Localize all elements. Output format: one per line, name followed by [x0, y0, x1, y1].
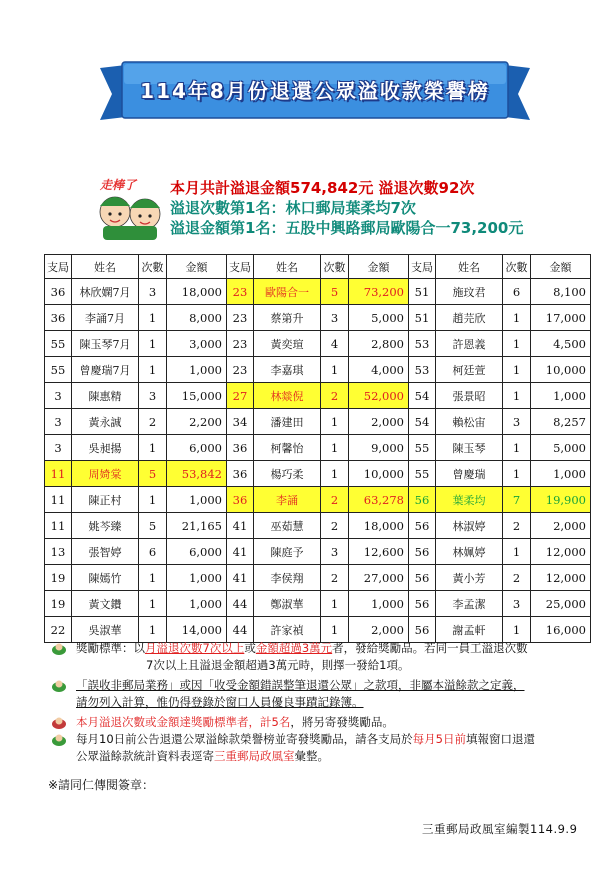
branch-cell: 34	[227, 409, 254, 435]
amount-cell: 27,000	[349, 565, 409, 591]
table-header-row	[45, 255, 591, 279]
table-row	[45, 591, 591, 617]
amount-cell: 5,000	[349, 305, 409, 331]
amount-cell: 1,000	[349, 591, 409, 617]
note4-c: 填報窗口退還	[465, 732, 535, 746]
name-cell: 陳玉琴	[436, 435, 503, 461]
amount-cell: 3,000	[167, 331, 227, 357]
branch-cell: 44	[227, 591, 254, 617]
note1-d: 金額超過3萬元	[255, 641, 333, 655]
amount-cell: 2,000	[531, 513, 591, 539]
table-row	[45, 331, 591, 357]
branch-cell: 55	[45, 357, 72, 383]
branch-cell: 55	[409, 435, 436, 461]
note4-a: 每月10日前公告退還公眾溢餘款榮譽榜並寄發獎勵品，請各支局於	[76, 732, 413, 746]
name-cell: 姚芩臻	[72, 513, 139, 539]
name-cell: 巫茹慧	[254, 513, 321, 539]
honor-roll-table	[44, 254, 591, 643]
amount-cell: 2,800	[349, 331, 409, 357]
name-cell: 施玟君	[436, 279, 503, 305]
name-cell: 葉柔均	[436, 487, 503, 513]
table-row	[45, 565, 591, 591]
note1-f: 7次以上且溢退金額超過3萬元時，則擇一發給1項。	[146, 658, 410, 672]
name-cell: 陳正村	[72, 487, 139, 513]
name-cell: 鄭淑華	[254, 591, 321, 617]
amount-cell: 1,000	[167, 565, 227, 591]
count-cell: 1	[139, 591, 167, 617]
count-cell: 1	[139, 565, 167, 591]
amount-cell: 10,000	[531, 357, 591, 383]
branch-cell: 41	[227, 513, 254, 539]
branch-cell: 56	[409, 513, 436, 539]
note3-b: ，將另寄發獎勵品。	[290, 715, 394, 729]
column-header: 次數	[139, 255, 167, 279]
branch-cell: 56	[409, 487, 436, 513]
name-cell: 吳昶揚	[72, 435, 139, 461]
branch-cell: 36	[227, 461, 254, 487]
branch-cell: 36	[227, 487, 254, 513]
branch-cell: 11	[45, 513, 72, 539]
branch-cell: 53	[409, 357, 436, 383]
count-cell: 1	[139, 357, 167, 383]
amount-cell: 1,000	[531, 461, 591, 487]
name-cell: 謝孟軒	[436, 617, 503, 643]
name-cell: 趙芫欣	[436, 305, 503, 331]
table-row	[45, 409, 591, 435]
amount-cell: 14,000	[167, 617, 227, 643]
branch-cell: 23	[227, 279, 254, 305]
note4-f: 彙整。	[294, 749, 329, 763]
column-header: 姓名	[436, 255, 503, 279]
count-cell: 5	[139, 513, 167, 539]
amount-cell: 1,000	[167, 591, 227, 617]
amount-cell: 5,000	[531, 435, 591, 461]
name-cell: 許恩義	[436, 331, 503, 357]
name-cell: 陳嫣竹	[72, 565, 139, 591]
amount-cell: 16,000	[531, 617, 591, 643]
count-cell: 6	[503, 279, 531, 305]
table-row	[45, 383, 591, 409]
branch-cell: 54	[409, 383, 436, 409]
summary-top-amount: 溢退金額第1名：五股中興路郵局歐陽合一73,200元	[170, 219, 524, 237]
count-cell: 1	[321, 357, 349, 383]
branch-cell: 54	[409, 409, 436, 435]
amount-cell: 12,000	[531, 539, 591, 565]
summary-total: 本月共計溢退金額574,842元 溢退次數92次	[170, 179, 475, 197]
table-row	[45, 513, 591, 539]
count-cell: 2	[321, 487, 349, 513]
count-cell: 1	[503, 461, 531, 487]
note-exclusion	[48, 677, 598, 711]
column-header: 金額	[531, 255, 591, 279]
count-cell: 6	[139, 539, 167, 565]
branch-cell: 23	[227, 357, 254, 383]
count-cell: 1	[321, 435, 349, 461]
count-cell: 3	[503, 591, 531, 617]
amount-cell: 6,000	[167, 435, 227, 461]
amount-cell: 73,200	[349, 279, 409, 305]
sign-note: ※請同仁傳閱簽章：	[48, 778, 155, 792]
count-cell: 2	[139, 409, 167, 435]
note-reward-standard	[48, 640, 598, 674]
summary-block	[170, 178, 523, 238]
amount-cell: 1,000	[167, 357, 227, 383]
name-cell: 李侯翔	[254, 565, 321, 591]
page-title: 114年8月份退還公眾溢收款榮譽榜	[140, 79, 490, 103]
amount-cell: 2,000	[349, 617, 409, 643]
note4-b: 每月5日前	[412, 732, 466, 746]
count-cell: 2	[321, 383, 349, 409]
amount-cell: 2,000	[349, 409, 409, 435]
branch-cell: 36	[227, 435, 254, 461]
column-header: 金額	[167, 255, 227, 279]
mascot-bullet-icon	[50, 679, 68, 693]
amount-cell: 8,000	[167, 305, 227, 331]
count-cell: 2	[503, 513, 531, 539]
name-cell: 陳庭予	[254, 539, 321, 565]
count-cell: 3	[139, 383, 167, 409]
name-cell: 柯廷萱	[436, 357, 503, 383]
name-cell: 曾慶瑞7月	[72, 357, 139, 383]
count-cell: 1	[503, 383, 531, 409]
amount-cell: 1,000	[531, 383, 591, 409]
branch-cell: 3	[45, 409, 72, 435]
table-body	[45, 279, 591, 643]
amount-cell: 4,000	[349, 357, 409, 383]
count-cell: 3	[139, 279, 167, 305]
branch-cell: 56	[409, 539, 436, 565]
name-cell: 黃奕瑄	[254, 331, 321, 357]
note-schedule	[48, 731, 598, 765]
note1-c: 或	[244, 641, 256, 655]
note4-d: 公眾溢餘款統計資料表逕寄	[76, 749, 214, 763]
count-cell: 1	[139, 331, 167, 357]
column-header: 姓名	[254, 255, 321, 279]
note1-e: 者，發給獎勵品。若同一員工溢退次數	[332, 641, 528, 655]
count-cell: 1	[321, 409, 349, 435]
branch-cell: 51	[409, 305, 436, 331]
amount-cell: 6,000	[167, 539, 227, 565]
mascot-bullet-icon	[50, 642, 68, 656]
name-cell: 林欣嫻7月	[72, 279, 139, 305]
amount-cell: 18,000	[349, 513, 409, 539]
name-cell: 張智婷	[72, 539, 139, 565]
amount-cell: 8,100	[531, 279, 591, 305]
count-cell: 4	[321, 331, 349, 357]
count-cell: 1	[321, 591, 349, 617]
note3-a: 本月溢退次數或金額達獎勵標準者，計5名	[76, 715, 291, 729]
count-cell: 5	[321, 279, 349, 305]
count-cell: 2	[321, 513, 349, 539]
name-cell: 李孟潔	[436, 591, 503, 617]
table-row	[45, 617, 591, 643]
name-cell: 柯馨怡	[254, 435, 321, 461]
branch-cell: 36	[45, 305, 72, 331]
count-cell: 3	[321, 539, 349, 565]
branch-cell: 36	[45, 279, 72, 305]
amount-cell: 17,000	[531, 305, 591, 331]
count-cell: 1	[503, 331, 531, 357]
name-cell: 林姵婷	[436, 539, 503, 565]
table-row	[45, 305, 591, 331]
count-cell: 1	[139, 305, 167, 331]
name-cell: 黃永誠	[72, 409, 139, 435]
branch-cell: 23	[227, 331, 254, 357]
amount-cell: 12,000	[531, 565, 591, 591]
branch-cell: 23	[227, 305, 254, 331]
branch-cell: 3	[45, 383, 72, 409]
name-cell: 許家禎	[254, 617, 321, 643]
column-header: 支局	[45, 255, 72, 279]
branch-cell: 11	[45, 461, 72, 487]
name-cell: 林燚倪	[254, 383, 321, 409]
name-cell: 李嘉琪	[254, 357, 321, 383]
notes-block	[48, 640, 598, 765]
name-cell: 黃文鑽	[72, 591, 139, 617]
count-cell: 1	[503, 435, 531, 461]
note2-a: 「誤收非郵局業務」或因「收受金額錯誤整筆退還公眾」之款項，非屬本溢餘款之定義，	[76, 678, 525, 692]
name-cell: 吳淑華	[72, 617, 139, 643]
count-cell: 3	[321, 305, 349, 331]
count-cell: 2	[321, 565, 349, 591]
branch-cell: 51	[409, 279, 436, 305]
table-row	[45, 539, 591, 565]
name-cell: 潘建田	[254, 409, 321, 435]
amount-cell: 25,000	[531, 591, 591, 617]
count-cell: 7	[503, 487, 531, 513]
name-cell: 曾慶瑞	[436, 461, 503, 487]
note1-b: 月溢退次數7次以上	[145, 641, 245, 655]
count-cell: 1	[139, 487, 167, 513]
amount-cell: 52,000	[349, 383, 409, 409]
count-cell: 5	[139, 461, 167, 487]
name-cell: 賴松宙	[436, 409, 503, 435]
column-header: 次數	[321, 255, 349, 279]
mascot-label: 走棒了	[100, 178, 137, 192]
amount-cell: 63,278	[349, 487, 409, 513]
mascot-bullet-icon	[50, 733, 68, 747]
name-cell: 李誦7月	[72, 305, 139, 331]
note1-a: 獎勵標準：以	[76, 641, 145, 655]
amount-cell: 12,600	[349, 539, 409, 565]
count-cell: 3	[503, 409, 531, 435]
note4-e: 三重郵局政風室	[214, 749, 295, 763]
column-header: 金額	[349, 255, 409, 279]
name-cell: 周婍棠	[72, 461, 139, 487]
table-row	[45, 487, 591, 513]
branch-cell: 44	[227, 617, 254, 643]
branch-cell: 53	[409, 331, 436, 357]
table-row	[45, 461, 591, 487]
amount-cell: 53,842	[167, 461, 227, 487]
branch-cell: 41	[227, 539, 254, 565]
amount-cell: 21,165	[167, 513, 227, 539]
branch-cell: 27	[227, 383, 254, 409]
name-cell: 張景昭	[436, 383, 503, 409]
count-cell: 2	[503, 565, 531, 591]
table-row	[45, 357, 591, 383]
name-cell: 歐陽合一	[254, 279, 321, 305]
column-header: 支局	[409, 255, 436, 279]
branch-cell: 22	[45, 617, 72, 643]
count-cell: 1	[503, 305, 531, 331]
name-cell: 林淑婷	[436, 513, 503, 539]
note2-b: 請勿列入計算，惟仍得登錄於窗口人員優良事蹟記錄簿。	[76, 695, 364, 709]
amount-cell: 18,000	[167, 279, 227, 305]
column-header: 次數	[503, 255, 531, 279]
count-cell: 1	[503, 617, 531, 643]
count-cell: 1	[503, 357, 531, 383]
amount-cell: 19,900	[531, 487, 591, 513]
amount-cell: 15,000	[167, 383, 227, 409]
amount-cell: 2,200	[167, 409, 227, 435]
branch-cell: 56	[409, 591, 436, 617]
name-cell: 李誦	[254, 487, 321, 513]
count-cell: 1	[321, 461, 349, 487]
amount-cell: 9,000	[349, 435, 409, 461]
title-banner	[100, 60, 530, 128]
amount-cell: 4,500	[531, 331, 591, 357]
branch-cell: 19	[45, 565, 72, 591]
amount-cell: 10,000	[349, 461, 409, 487]
branch-cell: 13	[45, 539, 72, 565]
branch-cell: 3	[45, 435, 72, 461]
name-cell: 楊巧柔	[254, 461, 321, 487]
count-cell: 1	[321, 617, 349, 643]
count-cell: 1	[503, 539, 531, 565]
summary-top-count: 溢退次數第1名：林口郵局葉柔均7次	[170, 199, 416, 217]
amount-cell: 1,000	[167, 487, 227, 513]
table-row	[45, 279, 591, 305]
branch-cell: 55	[45, 331, 72, 357]
mascot-bullet-icon	[50, 716, 68, 730]
name-cell: 黃小芳	[436, 565, 503, 591]
name-cell: 陳惠精	[72, 383, 139, 409]
branch-cell: 56	[409, 565, 436, 591]
amount-cell: 8,257	[531, 409, 591, 435]
footer-credit: 三重郵局政風室編製114.9.9	[422, 822, 578, 836]
name-cell: 蔡第升	[254, 305, 321, 331]
note-winners	[48, 714, 598, 731]
branch-cell: 11	[45, 487, 72, 513]
column-header: 支局	[227, 255, 254, 279]
name-cell: 陳玉琴7月	[72, 331, 139, 357]
column-header: 姓名	[72, 255, 139, 279]
branch-cell: 55	[409, 461, 436, 487]
branch-cell: 41	[227, 565, 254, 591]
count-cell: 1	[139, 617, 167, 643]
branch-cell: 56	[409, 617, 436, 643]
table-row	[45, 435, 591, 461]
count-cell: 1	[139, 435, 167, 461]
branch-cell: 19	[45, 591, 72, 617]
